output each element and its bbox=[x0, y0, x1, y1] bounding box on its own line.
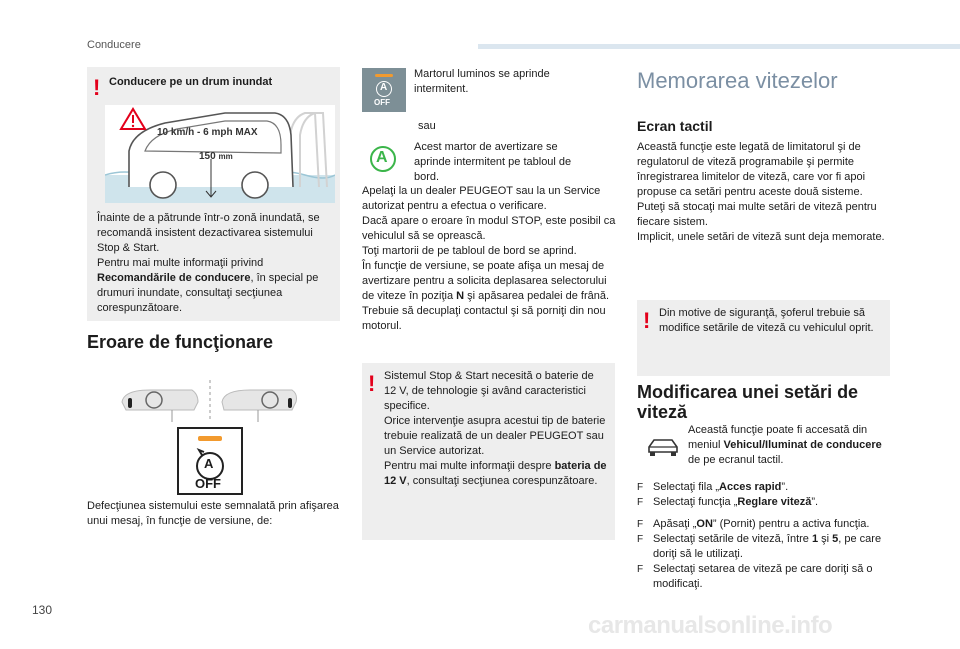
touchscreen-subtitle: Ecran tactil bbox=[637, 118, 713, 134]
step-1 bbox=[637, 480, 891, 495]
bullet: F bbox=[637, 519, 644, 530]
flood-text-2 bbox=[97, 256, 337, 316]
step-3a: Apăsaţi „ bbox=[653, 518, 697, 530]
safety-note-text: Din motive de siguranţă, şoferul trebuie să modifice setările de viteză cu vehiculul oprit. bbox=[659, 307, 874, 334]
depth-value: 150 bbox=[199, 151, 216, 162]
section-header: Conducere bbox=[87, 39, 141, 51]
or-text: sau bbox=[418, 120, 436, 132]
car-icon bbox=[646, 436, 680, 460]
para-4c: şi apăsarea pedalei de frână. bbox=[464, 290, 610, 302]
battery-warning-box bbox=[362, 363, 615, 540]
step-2b: Reglare viteză bbox=[737, 496, 812, 508]
step-4b: 1 bbox=[811, 533, 819, 545]
safety-note-box bbox=[637, 300, 890, 376]
step-4c: şi bbox=[818, 533, 833, 545]
right-para-3: Implicit, unele setări de viteză sunt deja memorate. bbox=[637, 231, 885, 243]
error-caption: Defecţiunea sistemului este semnalată prin afişarea unui mesaj, în funcţie de versiune, de: bbox=[87, 500, 339, 527]
flood-box-title: Conducere pe un drum inundat bbox=[109, 76, 273, 88]
illus-a-letter: A bbox=[204, 456, 214, 471]
step-4a: Selectaţi setările de viteză, între bbox=[653, 533, 812, 545]
warning-a-letter: A bbox=[376, 149, 388, 166]
flood-text-2c: , în special pe drumuri inundate, consultaţi secţiunea corespunzătoare. bbox=[97, 272, 319, 314]
middle-body bbox=[362, 184, 616, 334]
step-4 bbox=[637, 532, 891, 562]
middle-para-2: Dacă apare o eroare în modul STOP, este posibil ca vehiculul să se oprească. bbox=[362, 215, 616, 242]
bullet: F bbox=[637, 534, 644, 545]
middle-para-3: Toţi martorii de pe tabloul de bord se aprind. bbox=[362, 245, 577, 257]
step-3 bbox=[637, 517, 891, 532]
battery-text-2: Orice intervenţie asupra acestui tip de baterie trebuie realizată de un dealer PEUGEOT sau un Service autorizat. bbox=[384, 415, 606, 457]
dashboard-illustration bbox=[120, 380, 300, 500]
step-2a: Selectaţi funcţia „ bbox=[653, 496, 738, 508]
middle-para-5: Trebuie să decuplaţi contactul şi să porniţi din nou motorul. bbox=[362, 305, 606, 332]
flood-warning-box bbox=[87, 67, 340, 321]
illus-depth-label bbox=[199, 151, 233, 162]
error-section-title: Eroare de funcţionare bbox=[87, 332, 274, 352]
flood-text-2a: Pentru mai multe informaţii privind bbox=[97, 257, 264, 269]
battery-text-3a: Pentru mai multe informaţii despre bbox=[384, 460, 555, 472]
stop-start-off-lamp-icon bbox=[362, 68, 406, 112]
right-para-1: Această funcţie este legată de limitatorul şi de regulatorul de viteză programabile şi permite înregistrarea limitelor de viteză, care vor fi apoi propuse ca setări pentru aceste două sisteme. bbox=[637, 141, 866, 198]
flood-text-2b: Recomandările de conducere bbox=[97, 272, 251, 284]
illus-off-label: OFF bbox=[195, 476, 221, 491]
step-1b: Acces rapid bbox=[719, 481, 782, 493]
lamp-off-label: OFF bbox=[374, 98, 390, 107]
bullet: F bbox=[637, 497, 644, 508]
warning-mark: ! bbox=[643, 308, 651, 333]
access-text bbox=[688, 423, 888, 468]
flood-text-1: Înainte de a pătrunde într-o zonă inundată, se recomandă insistent dezactivarea sistemului Stop & Start. bbox=[97, 212, 320, 254]
depth-unit: mm bbox=[218, 152, 233, 161]
watermark-text: carmanualsonline.info bbox=[588, 612, 833, 639]
header-rule bbox=[478, 44, 960, 49]
bullet: F bbox=[637, 482, 644, 493]
page-number: 130 bbox=[32, 603, 53, 617]
speed-memory-title: Memorarea vitezelor bbox=[637, 68, 838, 93]
battery-text-3 bbox=[384, 459, 609, 489]
access-text-a: Această funcţie poate fi accesată din meniul bbox=[688, 424, 868, 451]
access-menu-name: Vehicul/Iluminat de conducere bbox=[723, 439, 882, 451]
illus-speed-label: 10 km/h - 6 mph MAX bbox=[157, 127, 258, 138]
steps-list bbox=[637, 480, 891, 592]
step-2 bbox=[637, 495, 891, 510]
step-2c: ”. bbox=[811, 496, 819, 508]
battery-text bbox=[384, 369, 609, 489]
flood-text bbox=[97, 211, 337, 316]
battery-text-3c: , consultaţi secţiunea corespunzătoare. bbox=[406, 475, 598, 487]
right-body bbox=[637, 140, 891, 245]
para-4a: În funcţie de versiune, se poate afişa un mesaj de avertizare pentru a solicita deplasarea selectorului de viteze în poziţia bbox=[362, 260, 607, 302]
step-3b: ON bbox=[696, 518, 713, 530]
step-4e: , pe care doriţi să le utilizaţi. bbox=[653, 533, 882, 560]
access-text-c: de pe ecranul tactil. bbox=[688, 454, 784, 466]
bullet: F bbox=[637, 564, 644, 575]
step-3c: ” (Pornit) pentru a activa funcţia. bbox=[712, 518, 870, 530]
modify-speed-title bbox=[637, 382, 858, 422]
flood-illustration bbox=[105, 105, 335, 203]
para-4b: N bbox=[456, 290, 465, 302]
middle-para-1: Apelaţi la un dealer PEUGEOT sau la un Service autorizat pentru a efectua o verificare. bbox=[362, 185, 601, 212]
warning-mark: ! bbox=[93, 75, 101, 100]
modify-title-line-1: Modificarea unei setări de bbox=[637, 382, 859, 402]
step-4d: 5 bbox=[832, 533, 839, 545]
step-5-text: Selectaţi setarea de viteză pe care doriţi să o modificaţi. bbox=[653, 563, 873, 590]
step-5 bbox=[637, 562, 891, 592]
step-1c: ”. bbox=[781, 481, 789, 493]
battery-text-3b: bateria de 12 V bbox=[384, 460, 607, 487]
middle-para-4 bbox=[362, 259, 616, 304]
lamp-text: Martorul luminos se aprinde intermitent. bbox=[414, 68, 550, 95]
step-1a: Selectaţi fila „ bbox=[653, 481, 720, 493]
stop-start-warning-icon bbox=[370, 146, 400, 174]
battery-text-1: Sistemul Stop & Start necesită o baterie de 12 V, de tehnologie şi având caracteristici specifice. bbox=[384, 370, 594, 412]
warning-mark: ! bbox=[368, 371, 376, 396]
lamp-a-letter: A bbox=[380, 82, 388, 93]
modify-title-line-2: viteză bbox=[637, 402, 688, 422]
right-para-2: Puteţi să stocaţi mai multe setări de viteză pentru fiecare sistem. bbox=[637, 201, 877, 228]
warn-lamp-text: Acest martor de avertizare se aprinde intermitent pe tabloul de bord. bbox=[414, 141, 572, 183]
